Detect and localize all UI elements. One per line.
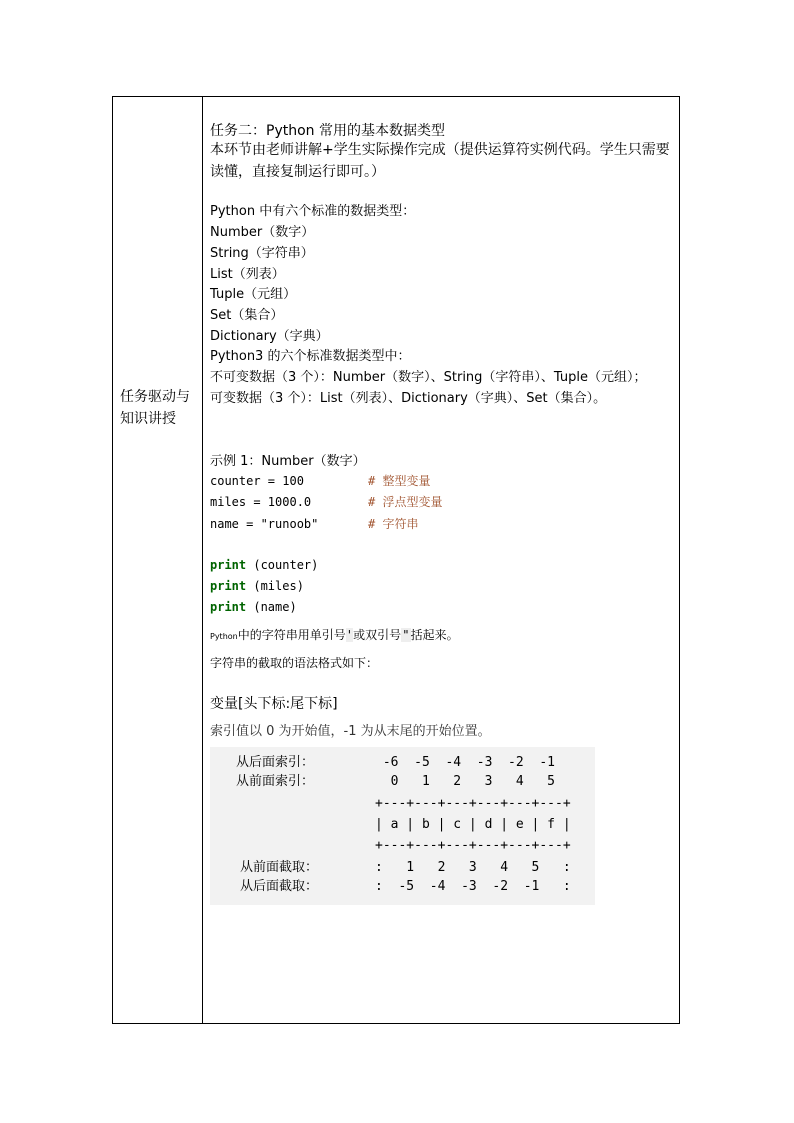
front-slice-values: : 1 2 3 4 5 : (375, 860, 571, 875)
immutable-line: 不可变数据（3 个）：Number（数字）、String（字符串）、Tuple（元组）； (210, 370, 647, 385)
cells-line: | a | b | c | d | e | f | (375, 817, 571, 832)
front-index-values: 0 1 2 3 4 5 (375, 774, 556, 789)
print-line: print (name) (210, 600, 297, 614)
print-line: print (miles) (210, 579, 304, 593)
example-title: 示例 1：Number（数字） (210, 454, 366, 469)
type-item: Tuple（元组） (210, 287, 297, 302)
task-title: 任务二：Python 常用的基本数据类型 (210, 123, 445, 139)
lesson-table (112, 96, 680, 1024)
row-label: 任务驱动与知识讲授 (120, 389, 190, 427)
slice-syntax: 变量[头下标:尾下标] (210, 696, 338, 712)
front-index-label: 从前面索引： (236, 774, 315, 789)
back-slice-label: 从后面截取： (240, 879, 319, 894)
type-item: List（列表） (210, 267, 285, 282)
border-line: +---+---+---+---+---+---+ (375, 838, 571, 853)
type-item: Number（数字） (210, 225, 315, 240)
intro-paragraph: 本环节由老师讲解+学生实际操作完成（提供运算符实例代码。学生只需要读懂，直接复制运行即可。） (210, 142, 670, 180)
code-comment: # 整型变量 (368, 474, 431, 488)
type-item: Dictionary（字典） (210, 329, 329, 344)
index-note: 索引值以 0 为开始值，-1 为从末尾的开始位置。 (210, 724, 491, 739)
column-divider (202, 97, 203, 1023)
print-line: print (counter) (210, 558, 319, 572)
code-line: name = "runoob" (210, 517, 319, 531)
front-slice-label: 从前面截取： (240, 860, 319, 875)
code-comment: # 浮点型变量 (368, 495, 443, 509)
code-line: miles = 1000.0 (210, 495, 312, 509)
back-index-label: 从后面索引： (236, 755, 315, 770)
code-line: counter = 100 (210, 474, 304, 488)
type-item: String（字符串） (210, 246, 314, 261)
slice-heading: 字符串的截取的语法格式如下： (210, 656, 379, 670)
back-slice-values: : -5 -4 -3 -2 -1 : (375, 879, 571, 894)
type-item: Set（集合） (210, 308, 284, 323)
string-index-diagram (210, 747, 595, 905)
py3-heading: Python3 的六个标准数据类型中： (210, 349, 411, 364)
types-heading: Python 中有六个标准的数据类型： (210, 204, 416, 219)
back-index-values: -6 -5 -4 -3 -2 -1 (375, 755, 556, 770)
code-comment: # 字符串 (368, 517, 419, 531)
quote-note: Python中的字符串用单引号 ' 或双引号 " 括起来。 (210, 628, 459, 642)
mutable-line: 可变数据（3 个）：List（列表）、Dictionary（字典）、Set（集合）。 (210, 391, 607, 406)
border-line: +---+---+---+---+---+---+ (375, 796, 571, 811)
